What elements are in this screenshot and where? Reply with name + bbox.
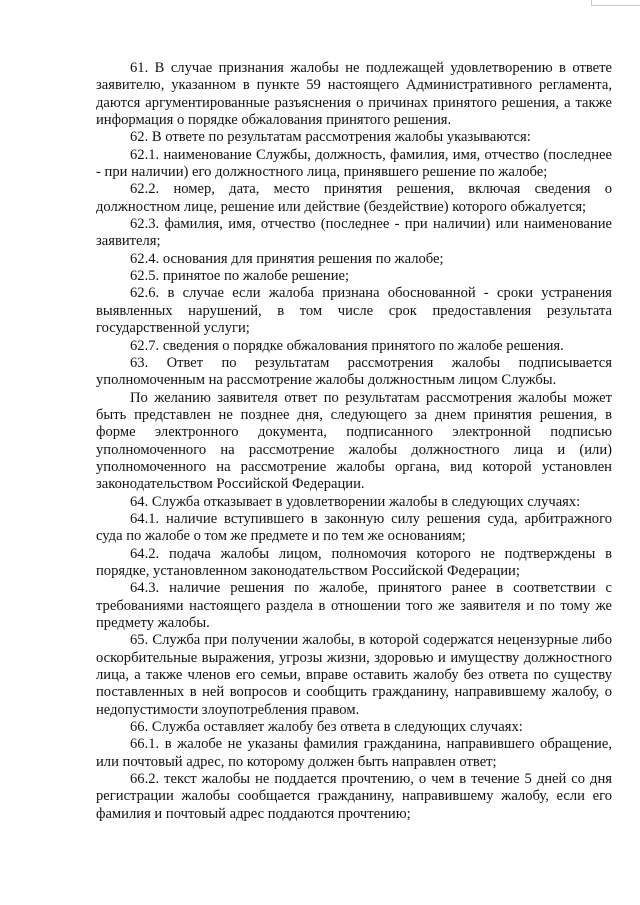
- regulation-text: [96, 60, 612, 823]
- paragraph-64-1: 64.1. наличие вступившего в законную силу решения суда, арбитражного суда по жалобе о том же предмете и по тем же основаниям;: [96, 510, 612, 545]
- paragraph-62-1: 62.1. наименование Службы, должность, фамилия, имя, отчество (последнее - при наличии) его должностного лица, принявшего решение по жалобе;: [96, 146, 612, 181]
- paragraph-66: 66. Служба оставляет жалобу без ответа в следующих случаях:: [130, 719, 523, 736]
- paragraph-62-7: 62.7. сведения о порядке обжалования принятого по жалобе решения.: [130, 337, 564, 354]
- paragraph-63-electronic-answer: По желанию заявителя ответ по результатам рассмотрения жалобы может быть представлен не позднее дня, следующего за днем принятия решения, в форме электронного документа, подписанного электронной подписью уполномоченного на рассмотрение жалобы должностного лица и (или) уполномоченного на рассмотрение жалобы органа, вид которой установлен законодательством Российской Федерации.: [96, 389, 612, 493]
- paragraph-64: 64. Служба отказывает в удовлетворении жалобы в следующих случаях:: [130, 493, 581, 510]
- paragraph-66-2: 66.2. текст жалобы не поддается прочтению, о чем в течение 5 дней со дня регистрации жалобы сообщается гражданину, направившему жалобу, если его фамилия и почтовый адрес поддаются прочтению;: [96, 771, 612, 822]
- paragraph-62-5: 62.5. принятое по жалобе решение;: [130, 268, 350, 285]
- paragraph-62-4: 62.4. основания для принятия решения по жалобе;: [130, 250, 444, 267]
- paragraph-61: 61. В случае признания жалобы не подлежащей удовлетворению в ответе заявителю, указанном в пункте 59 настоящего Административного регламента, даются аргументированные разъяснения о причинах принятого решения, а также информация о порядке обжалования принятого решения.: [96, 60, 612, 129]
- paragraph-62: 62. В ответе по результатам рассмотрения жалобы указываются:: [130, 129, 531, 146]
- paragraph-65: 65. Служба при получении жалобы, в которой содержатся нецензурные либо оскорбительные выражения, угрозы жизни, здоровью и имуществу должностного лица, а также членов его семьи, вправе оставить жалобу без ответа по существу поставленных в ней вопросов и сообщить гражданину, направившему жалобу, о недопустимости злоупотребления правом.: [96, 632, 612, 718]
- paragraph-64-3: 64.3. наличие решения по жалобе, принятого ранее в соответствии с требованиями настоящего раздела в отношении того же заявителя и по тому же предмету жалобы.: [96, 580, 612, 631]
- page-corner-mark: [591, 0, 640, 6]
- paragraph-66-1: 66.1. в жалобе не указаны фамилия гражданина, направившего обращение, или почтовый адрес, по которому должен быть направлен ответ;: [96, 736, 612, 770]
- paragraph-64-2: 64.2. подача жалобы лицом, полномочия которого не подтверждены в порядке, установленном законодательством Российской Федерации;: [96, 545, 612, 579]
- paragraph-63: 63. Ответ по результатам рассмотрения жалобы подписывается уполномоченным на рассмотрение жалобы должностным лицом Службы.: [96, 354, 612, 389]
- paragraph-62-2: 62.2. номер, дата, место принятия решения, включая сведения о должностном лице, решение или действие (бездействие) которого обжалуется;: [96, 181, 612, 215]
- paragraph-62-6: 62.6. в случае если жалоба признана обоснованной - сроки устранения выявленных нарушений, в том числе срок предоставления результата государственной услуги;: [96, 285, 612, 337]
- paragraph-62-3: 62.3. фамилия, имя, отчество (последнее - при наличии) или наименование заявителя;: [96, 216, 612, 250]
